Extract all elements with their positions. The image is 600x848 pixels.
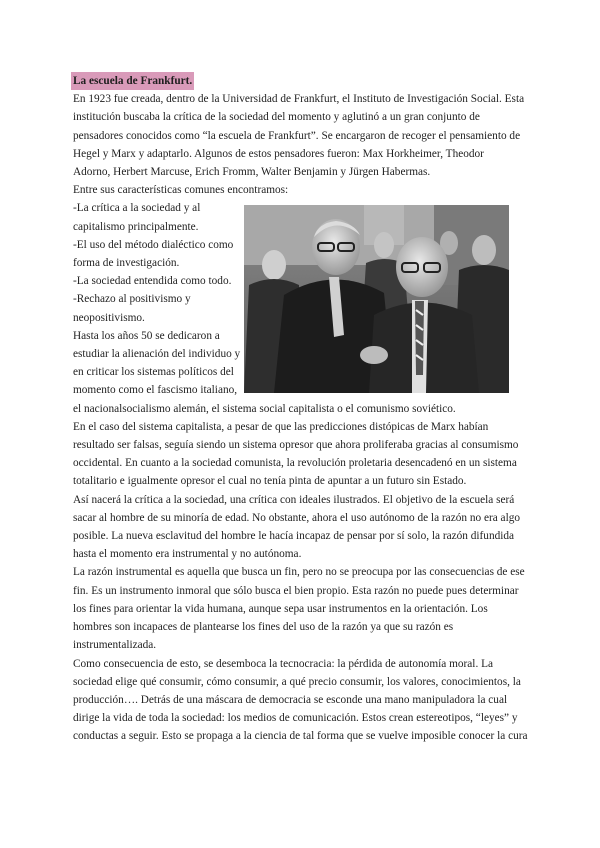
text-line: hombres son incapaces de plantearse los fines del uso de la razón ya que su razón es [73,621,454,634]
text-line: occidental. En cuanto a la sociedad comunista, la revolución proletaria desencadenó en un sistema [73,457,517,470]
list-line: -La crítica a la sociedad y al [73,202,201,215]
text-line: Hegel y Marx y adaptarlo. Algunos de estos pensadores fueron: Max Horkheimer, Theodor [73,147,484,160]
text-line: En 1923 fue creada, dentro de la Universidad de Frankfurt, el Instituto de Investigación Social. Esta [73,93,525,106]
text-line: totalitario e igualmente opresor el cual no tenía pinta de apuntar a un futuro sin Estado. [73,475,467,488]
list-line: estudiar la alienación del individuo y [73,348,241,361]
text-line: Adorno, Herbert Marcuse, Erich Fromm, Walter Benjamin y Jürgen Habermas. [73,166,431,179]
text-line: sociedad elige qué consumir, cómo consumir, a qué precio consumir, los valores, conocimientos, la [73,675,521,688]
text-line: Como consecuencia de esto, se desemboca la tecnocracia: la pérdida de autonomía moral. La [73,657,494,670]
list-line: momento como el fascismo italiano, [73,384,238,397]
text-line: Así nacerá la crítica a la sociedad, una crítica con ideales ilustrados. El objetivo de la escuela será [73,493,515,506]
text-line: instrumentalizada. [73,639,157,652]
horkheimer-adorno-photo [244,205,509,393]
list-line: forma de investigación. [73,257,180,270]
text-line: los fines para orientar la vida humana, aunque sepa usar instrumentos en la orientación. Los [73,602,488,615]
text-line: pensadores conocidos como “la escuela de Frankfurt”. Se encargaron de recoger el pensamiento de [73,129,521,142]
list-line: Hasta los años 50 se dedicaron a [73,329,220,342]
document-body [73,72,529,746]
text-line: producción…. Detrás de una máscara de democracia se esconde una mano manipuladora la cual [73,693,508,706]
text-line: sacar al hombre de su minoría de edad. No obstante, ahora el uso autónomo de la razón no era algo [73,511,521,524]
text-line: conductas a seguir. Esto se propaga a la ciencia de tal forma que se vuelve imposible conocer la cura [73,730,528,743]
text-line: institución buscaba la crítica de la sociedad del momento y aglutinó a un gran conjunto de [73,111,480,124]
list-line: -Rechazo al positivismo y [73,293,191,306]
list-line: neopositivismo. [73,311,145,324]
text-line: En el caso del sistema capitalista, a pesar de que las predicciones distópicas de Marx habían [73,420,489,433]
list-line: en criticar los sistemas políticos del [73,366,234,379]
intro-paragraph [73,90,529,181]
list-line: -El uso del método dialéctico como [73,238,234,251]
text-line: dirige la vida de toda la sociedad: los medios de comunicación. Estos crean estereotipos, “leyes” y [73,712,518,725]
text-line: el nacionalsocialismo alemán, el sistema social capitalista o el comunismo soviético. [73,402,456,415]
list-line: -La sociedad entendida como todo. [73,275,232,288]
document-title: La escuela de Frankfurt. [71,72,194,90]
text-line: resultado ser falsas, seguía siendo un sistema opresor que ahora proliferaba gracias al consumismo [73,439,519,452]
text-line: posible. La nueva esclavitud del hombre le hacía incapaz de pensar por sí solo, la razón difundida [73,530,515,543]
main-paragraphs [73,400,529,746]
text-line: hasta el momento era instrumental y no autónoma. [73,548,302,561]
list-line: capitalismo principalmente. [73,220,199,233]
text-line: fin. Es un instrumento inmoral que sólo busca el bien propio. Esta razón no puede pues determinar [73,584,519,597]
characteristics-intro: Entre sus características comunes encontramos: [73,184,289,197]
text-line: La razón instrumental es aquella que busca un fin, pero no se preocupa por las consecuencias de ese [73,566,525,579]
